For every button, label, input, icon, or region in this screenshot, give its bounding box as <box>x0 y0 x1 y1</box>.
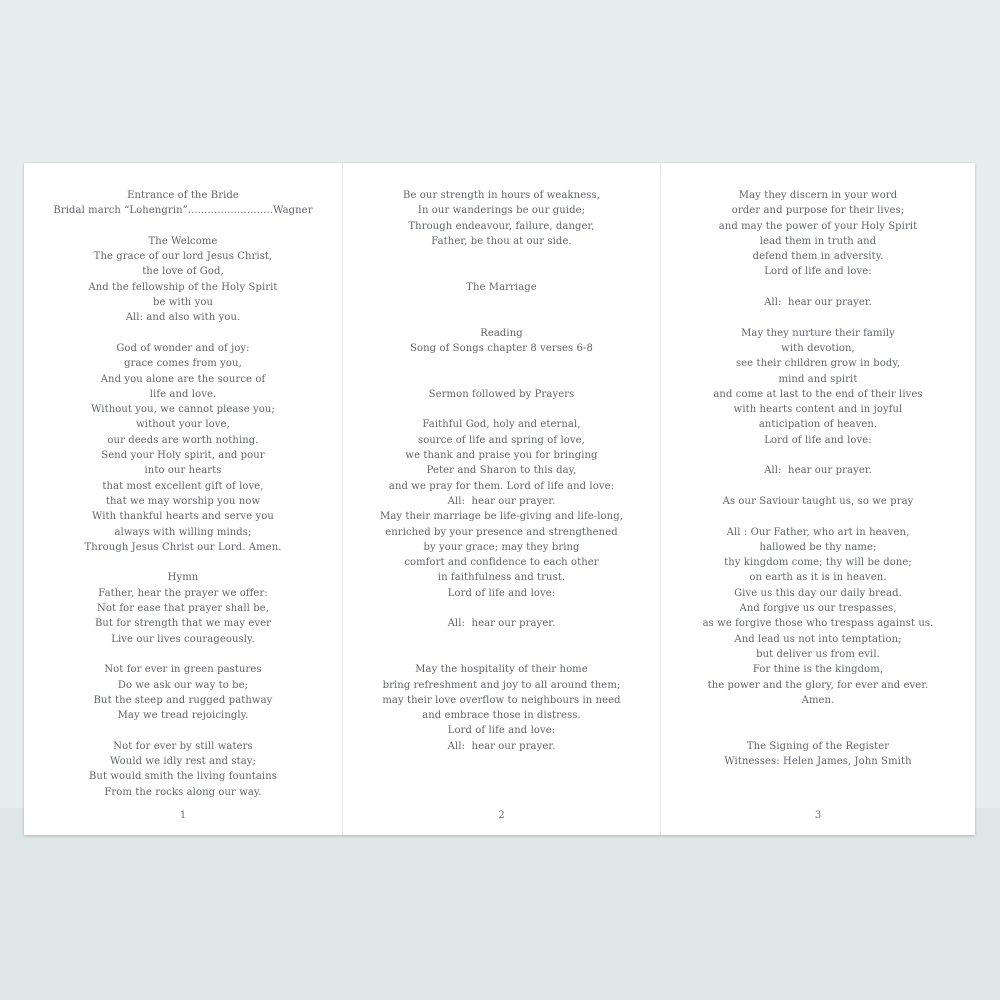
text-line: see their children grow in body, <box>735 358 901 370</box>
text-line: may their love overflow to neighbours in need <box>382 694 621 706</box>
text-line <box>343 295 660 310</box>
text-line: Lord of life and love: <box>447 587 556 599</box>
text-line: Faithful God, holy and eternal, <box>422 419 581 431</box>
page-1-text <box>24 188 342 800</box>
text-line: All: hear our prayer. <box>447 495 556 507</box>
text-line: May the hospitality of their home <box>415 664 588 676</box>
text-line: And forgive us our trespasses, <box>739 603 897 615</box>
text-line: grace comes from you, <box>124 358 242 370</box>
text-line <box>343 647 660 662</box>
text-line: And you alone are the source of <box>100 373 266 385</box>
text-line: For thine is the kingdom, <box>752 664 884 676</box>
text-line: comfort and confidence to each other <box>404 557 599 569</box>
text-line <box>343 356 660 371</box>
text-line: and we pray for them. Lord of life and love: <box>388 480 615 492</box>
text-line: May they discern in your word <box>738 190 898 201</box>
text-line: by your grace; may they bring <box>423 541 580 553</box>
text-line: we thank and praise you for bringing <box>405 450 598 462</box>
text-line: as we forgive those who trespass against us. <box>702 618 934 630</box>
text-line: hallowed be thy name; <box>759 541 877 553</box>
text-line: May we tread rejoicingly. <box>117 710 249 722</box>
page-3-text <box>661 188 975 769</box>
text-line: In our wanderings be our guide; <box>417 205 586 217</box>
text-line: and embrace those in distress. <box>422 710 581 722</box>
text-line: our deeds are worth nothing. <box>107 434 259 446</box>
text-line: that we may worship you now <box>105 495 261 507</box>
text-line: The Welcome <box>148 235 218 247</box>
text-line: All : Our Father, who art in heaven, <box>726 526 910 538</box>
text-line: Sermon followed by Prayers <box>428 388 575 400</box>
text-line: on earth as it is in heaven. <box>749 572 887 584</box>
text-line: But would smith the living fountains <box>88 771 277 783</box>
text-line: Lord of life and love: <box>764 266 872 278</box>
text-line <box>661 448 975 463</box>
text-line: And the fellowship of the Holy Spirit <box>88 281 278 293</box>
text-line: Lord of life and love: <box>447 725 556 737</box>
text-line: The grace of our lord Jesus Christ, <box>93 251 273 263</box>
text-line <box>24 326 342 341</box>
text-line: always with willing minds; <box>114 526 252 538</box>
text-line <box>661 479 975 494</box>
text-line: But the steep and rugged pathway <box>93 694 273 706</box>
text-line <box>343 264 660 279</box>
text-line: And lead us not into temptation; <box>734 633 902 645</box>
text-line: be with you <box>152 297 214 309</box>
text-line <box>343 310 660 325</box>
page-panel-2 <box>343 163 661 835</box>
text-line: Witnesses: Helen James, John Smith <box>724 755 912 767</box>
text-line: The Marriage <box>466 281 537 293</box>
page-panel-1 <box>24 163 343 835</box>
text-line: thy kingdom come; thy will be done; <box>724 557 912 569</box>
text-line: in faithfulness and trust. <box>437 572 566 584</box>
text-line: All: hear our prayer. <box>447 618 556 630</box>
text-line: mind and spirit <box>778 373 858 385</box>
text-line: Peter and Sharon to this day, <box>426 465 577 477</box>
text-line <box>343 372 660 387</box>
text-line: Bridal march “Lohengrin”..........................Wagner <box>53 205 313 217</box>
text-line <box>343 632 660 647</box>
text-line: enriched by your presence and strengthened <box>385 526 618 538</box>
text-line <box>24 723 342 738</box>
text-line: bring refreshment and joy to all around them; <box>382 679 621 691</box>
text-line: defend them in adversity. <box>752 251 884 263</box>
text-line: Give us this day our daily bread. <box>734 587 902 599</box>
text-line: Song of Songs chapter 8 verses 6-8 <box>410 342 593 354</box>
text-line <box>661 723 975 738</box>
text-line: May they nurture their family <box>741 327 895 339</box>
text-line <box>343 249 660 264</box>
text-line: Father, be thou at our side. <box>431 235 572 247</box>
text-line <box>661 310 975 325</box>
text-line: As our Saviour taught us, so we pray <box>722 495 914 507</box>
page-number-3: 3 <box>814 810 822 821</box>
text-line: lead them in truth and <box>759 235 877 247</box>
text-line: and may the power of your Holy Spirit <box>718 220 918 232</box>
text-line: source of life and spring of love, <box>418 434 585 446</box>
text-line: Hymn <box>167 572 199 584</box>
text-line: that most excellent gift of love, <box>102 480 264 492</box>
text-line: Would we idly rest and stay; <box>109 755 257 767</box>
text-line: All: hear our prayer. <box>447 740 556 752</box>
text-line: All: hear our prayer. <box>764 465 872 477</box>
page-2-text <box>343 188 660 754</box>
text-line <box>661 708 975 723</box>
text-line: life and love. <box>149 388 217 400</box>
text-line: Not for ever in green pastures <box>104 664 262 676</box>
text-line: Be our strength in hours of weakness, <box>403 190 600 201</box>
text-line: anticipation of heaven. <box>758 419 878 431</box>
text-line: Live our lives courageously. <box>111 633 255 645</box>
order-of-service-sheet <box>24 163 975 835</box>
text-line: God of wonder and of joy: <box>116 342 250 354</box>
text-line: Without you, we cannot please you; <box>91 404 275 416</box>
text-line <box>661 509 975 524</box>
text-line: the power and the glory, for ever and ever. <box>707 679 929 691</box>
text-line <box>343 402 660 417</box>
text-line <box>343 601 660 616</box>
text-line: Not for ever by still waters <box>113 740 253 752</box>
text-line: Through endeavour, failure, danger, <box>408 220 595 232</box>
text-line: But for strength that we may ever <box>94 618 272 630</box>
text-line <box>24 647 342 662</box>
text-line: May their marriage be life-giving and life-long, <box>379 511 623 523</box>
text-line: and come at last to the end of their lives <box>713 388 923 400</box>
text-line: Not for ease that prayer shall be, <box>96 603 270 615</box>
text-line: with hearts content and in joyful <box>733 404 903 416</box>
page-panel-3 <box>661 163 975 835</box>
text-line: Lord of life and love: <box>764 434 872 446</box>
text-line: Send your Holy spirit, and pour <box>101 450 265 462</box>
text-line: the love of God, <box>142 266 224 278</box>
text-line: Reading <box>480 327 523 339</box>
text-line: All: and also with you. <box>125 312 241 324</box>
text-line: Through Jesus Christ our Lord. Amen. <box>84 541 282 553</box>
text-line: order and purpose for their lives; <box>731 205 905 217</box>
text-line: From the rocks along our way. <box>104 786 262 798</box>
text-line: into our hearts <box>144 465 222 477</box>
text-line: without your love, <box>136 419 230 431</box>
text-line <box>661 280 975 295</box>
text-line: All: hear our prayer. <box>764 297 872 309</box>
text-line: Amen. <box>801 694 835 706</box>
text-line: with devotion, <box>781 342 855 354</box>
page-number-1: 1 <box>179 810 187 821</box>
page-number-2: 2 <box>498 810 505 821</box>
text-line <box>24 555 342 570</box>
text-line: Do we ask our way to be; <box>117 679 249 691</box>
text-line: Entrance of the Bride <box>127 190 239 201</box>
text-line: The Signing of the Register <box>746 740 890 752</box>
text-line: Father, hear the prayer we offer: <box>98 587 268 599</box>
text-line: but deliver us from evil. <box>756 648 880 660</box>
text-line <box>24 219 342 234</box>
text-line: With thankful hearts and serve you <box>92 511 274 523</box>
